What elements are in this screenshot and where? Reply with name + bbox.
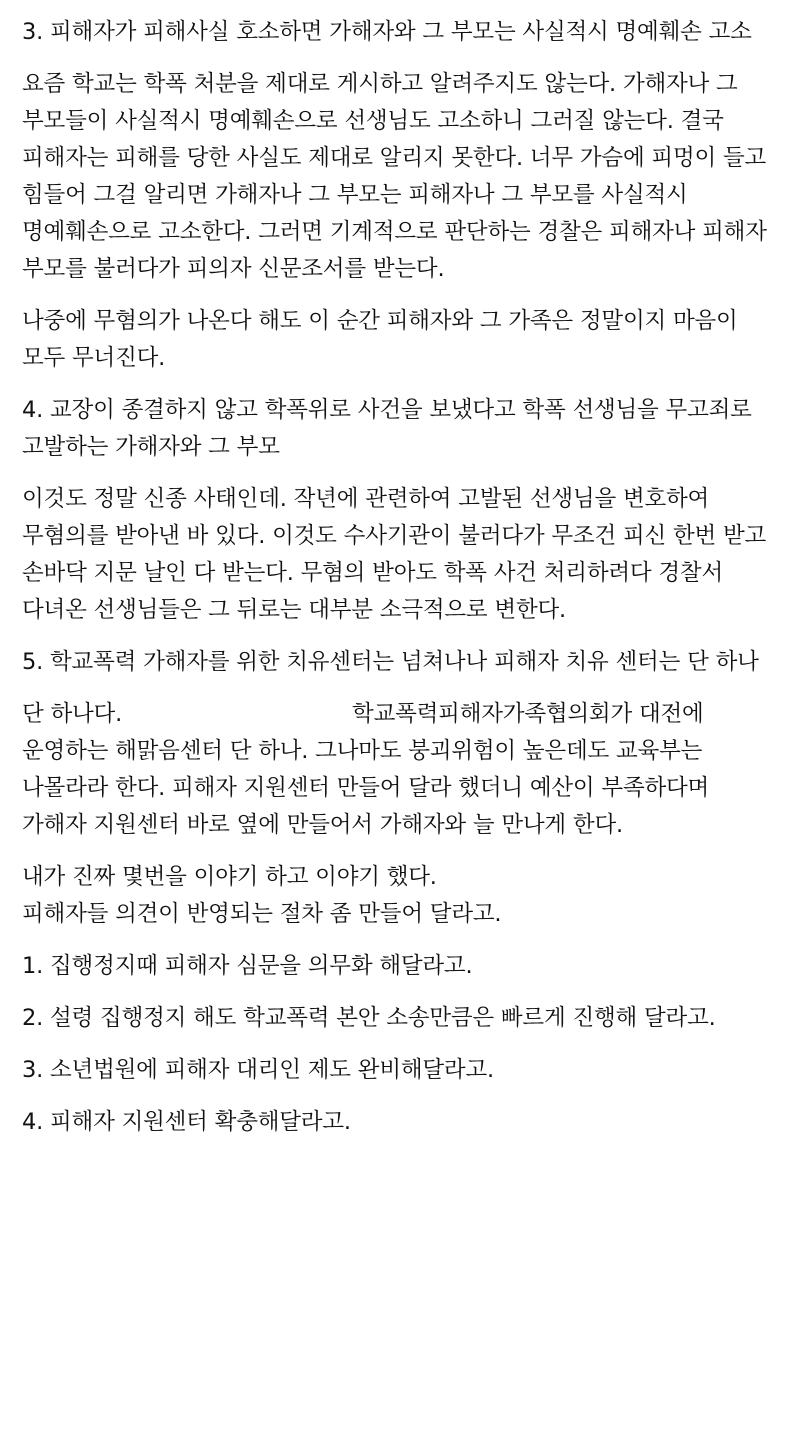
request-item-1: 1. 집행정지때 피해자 심문을 의무화 해달라고. xyxy=(22,953,473,979)
section-3-body: 요즘 학교는 학폭 처분을 제대로 게시하고 알려주지도 않는다. 가해자나 그 부모들이 사실적시 명예훼손으로 선생님도 고소하니 그러질 않는다. 결국 피해자는 피해를 당한 사실도 제대로 알리지 못한다. 너무 가슴에 피멍이 들고 힘들어 그걸 알리면 가해자나 그 부모는 피해자나 그 부모를 사실적시 명예훼손으로 고소한다. 그러면 기계적으로 판단하는 경찰은 피해자나 피해자 부모를 불러다가 피의자 신문조서를 받는다. xyxy=(22,71,767,282)
section-5-body-start: 단 하나다. xyxy=(22,701,123,727)
section-3-heading: 3. 피해자가 피해사실 호소하면 가해자와 그 부모는 사실적시 명예훼손 고소 xyxy=(22,19,752,45)
section-3-consequence: 나중에 무혐의가 나온다 해도 이 순간 피해자와 그 가족은 정말이지 마음이 모두 무너진다. xyxy=(22,308,738,371)
request-item-4: 4. 피해자 지원센터 확충해달라고. xyxy=(22,1109,351,1135)
section-5-body-rest: 학교폭력피해자가족협의회가 대전에 운영하는 해맑음센터 단 하나. 그나마도 붕괴위험이 높은데도 교육부는 나몰라라 한다. 피해자 지원센터 만들어 달라 했더니 예산이 부족하다며 가해자 지원센터 바로 옆에 만들어서 가해자와 늘 만나게 한다. xyxy=(22,701,710,838)
blank-gap xyxy=(122,720,352,721)
section-5-heading: 5. 학교폭력 가해자를 위한 치유센터는 넘쳐나나 피해자 치유 센터는 단 하나 xyxy=(22,649,759,675)
closing-statement xyxy=(22,859,778,933)
request-item-3: 3. 소년법원에 피해자 대리인 제도 완비해달라고. xyxy=(22,1057,494,1083)
closing-line-1: 내가 진짜 몇번을 이야기 하고 이야기 했다. xyxy=(22,864,437,890)
closing-line-2: 피해자들 의견이 반영되는 절차 좀 만들어 달라고. xyxy=(22,901,502,927)
section-5-body xyxy=(22,696,778,844)
section-4-heading: 4. 교장이 종결하지 않고 학폭위로 사건을 보냈다고 학폭 선생님을 무고죄로 고발하는 가해자와 그 부모 xyxy=(22,397,752,460)
section-4-body: 이것도 정말 신종 사태인데. 작년에 관련하여 고발된 선생님을 변호하여 무혐의를 받아낸 바 있다. 이것도 수사기관이 불러다가 무조건 피신 한번 받고 손바닥 지문 날인 다 받는다. 무혐의 받아도 학폭 사건 처리하려다 경찰서 다녀온 선생님들은 그 뒤로는 대부분 소극적으로 변한다. xyxy=(22,486,767,623)
request-item-2: 2. 설령 집행정지 해도 학교폭력 본안 소송만큼은 빠르게 진행해 달라고. xyxy=(22,1005,716,1031)
